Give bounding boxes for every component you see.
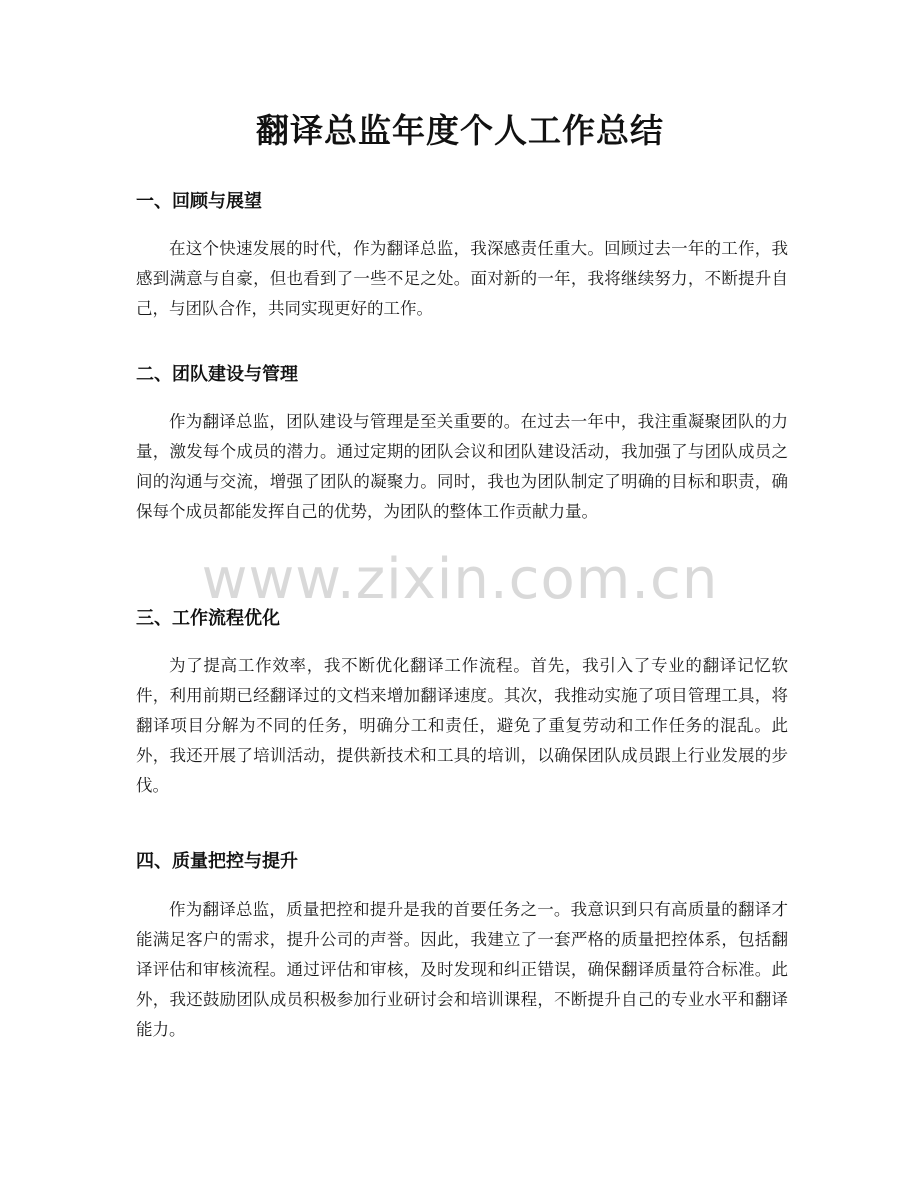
section-heading-quality: 四、质量把控与提升 [136, 851, 298, 872]
section-heading-workflow: 三、工作流程优化 [136, 608, 280, 629]
section-body-review: 在这个快速发展的时代，作为翻译总监，我深感责任重大。回顾过去一年的工作，我感到满意与自豪，但也看到了一些不足之处。面对新的一年，我将继续努力，不断提升自己，与团队合作，共同实现更好的工作。 [136, 239, 788, 318]
watermark: www.zixin.com.cn [201, 547, 719, 612]
section-heading-review: 一、回顾与展望 [136, 191, 262, 212]
section-body-quality: 作为翻译总监，质量把控和提升是我的首要任务之一。我意识到只有高质量的翻译才能满足客户的需求，提升公司的声誉。因此，我建立了一套严格的质量把控体系，包括翻译评估和审核流程。通过评估和审核，及时发现和纠正错误，确保翻译质量符合标准。此外，我还鼓励团队成员积极参加行业研讨会和培训课程，不断提升自己的专业水平和翻译能力。 [136, 900, 788, 1039]
document-title: 翻译总监年度个人工作总结 [256, 111, 664, 150]
section-heading-team: 二、团队建设与管理 [136, 364, 298, 385]
section-body-workflow: 为了提高工作效率，我不断优化翻译工作流程。首先，我引入了专业的翻译记忆软件，利用前期已经翻译过的文档来增加翻译速度。其次，我推动实施了项目管理工具，将翻译项目分解为不同的任务，明确分工和责任，避免了重复劳动和工作任务的混乱。此外，我还开展了培训活动，提供新技术和工具的培训，以确保团队成员跟上行业发展的步伐。 [136, 656, 788, 795]
section-body-team: 作为翻译总监，团队建设与管理是至关重要的。在过去一年中，我注重凝聚团队的力量，激发每个成员的潜力。通过定期的团队会议和团队建设活动，我加强了与团队成员之间的沟通与交流，增强了团队的凝聚力。同时，我也为团队制定了明确的目标和职责，确保每个成员都能发挥自己的优势，为团队的整体工作贡献力量。 [136, 412, 788, 521]
